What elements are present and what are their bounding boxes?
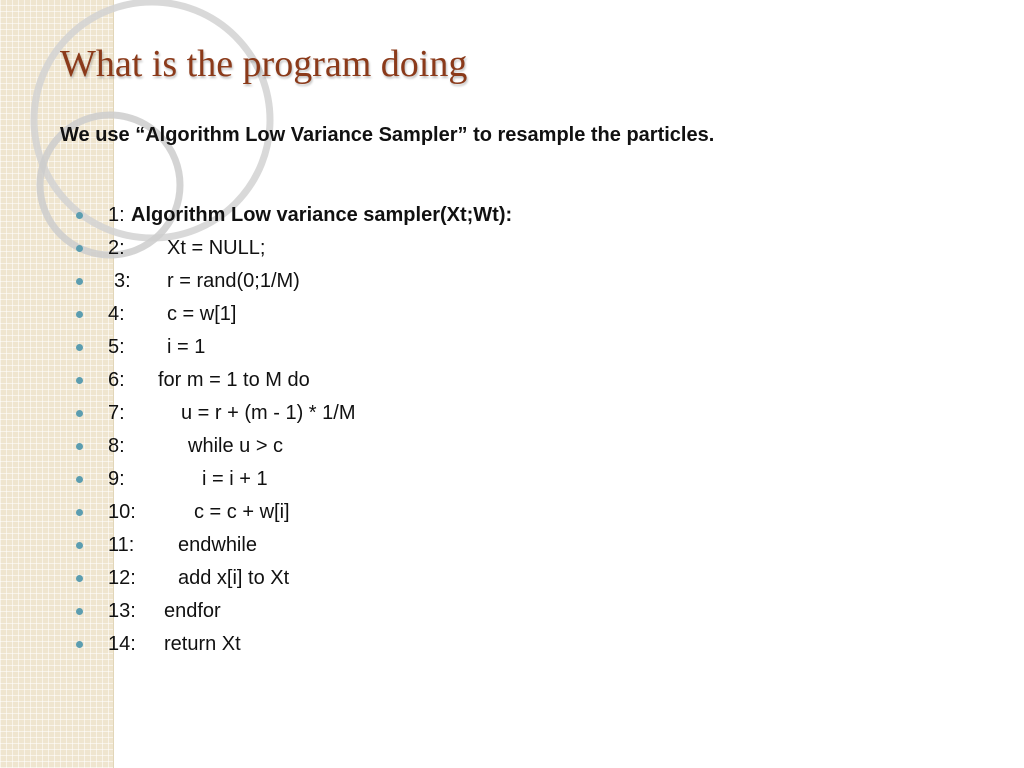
line-code: for m = 1 to M do	[158, 369, 310, 391]
slide-title: What is the program doing	[60, 43, 468, 85]
bullet-icon	[76, 443, 83, 450]
line-number: 7:	[108, 402, 125, 424]
line-code: i = i + 1	[202, 468, 268, 490]
line-code: r = rand(0;1/M)	[167, 270, 300, 292]
bullet-icon	[76, 377, 83, 384]
bullet-icon	[76, 542, 83, 549]
bullet-icon	[76, 212, 83, 219]
line-code: return Xt	[164, 633, 241, 655]
bullet-icon	[76, 509, 83, 516]
line-number: 4:	[108, 303, 125, 325]
line-number: 13:	[108, 600, 136, 622]
line-code: c = w[1]	[167, 303, 237, 325]
line-number: 12:	[108, 567, 136, 589]
bullet-icon	[76, 344, 83, 351]
line-code: Algorithm Low variance sampler(Xt;Wt):	[131, 204, 513, 226]
bullet-icon	[76, 476, 83, 483]
intro-text: We use “Algorithm Low Variance Sampler” to resample the particles.	[60, 124, 715, 146]
bullet-icon	[76, 311, 83, 318]
line-number: 1:	[108, 204, 125, 226]
bullet-icon	[76, 608, 83, 615]
bullet-icon	[76, 575, 83, 582]
line-code: i = 1	[167, 336, 206, 358]
line-code: endfor	[164, 600, 221, 622]
bullet-icon	[76, 278, 83, 285]
line-code: while u > c	[188, 435, 284, 457]
bullet-icon	[76, 641, 83, 648]
line-number: 11:	[108, 534, 135, 556]
line-number: 5:	[108, 336, 125, 358]
line-code: add x[i] to Xt	[178, 567, 290, 589]
line-number: 6:	[108, 369, 125, 391]
bullet-icon	[76, 245, 83, 252]
line-number: 3:	[114, 270, 131, 292]
line-number: 2:	[108, 237, 125, 259]
bullet-icon	[76, 410, 83, 417]
line-number: 8:	[108, 435, 125, 457]
line-code: endwhile	[178, 534, 257, 556]
line-number: 10:	[108, 501, 136, 523]
line-number: 9:	[108, 468, 125, 490]
line-code: c = c + w[i]	[194, 501, 290, 523]
line-code: Xt = NULL;	[167, 237, 266, 259]
line-code: u = r + (m - 1) * 1/M	[181, 402, 356, 424]
line-number: 14:	[108, 633, 136, 655]
